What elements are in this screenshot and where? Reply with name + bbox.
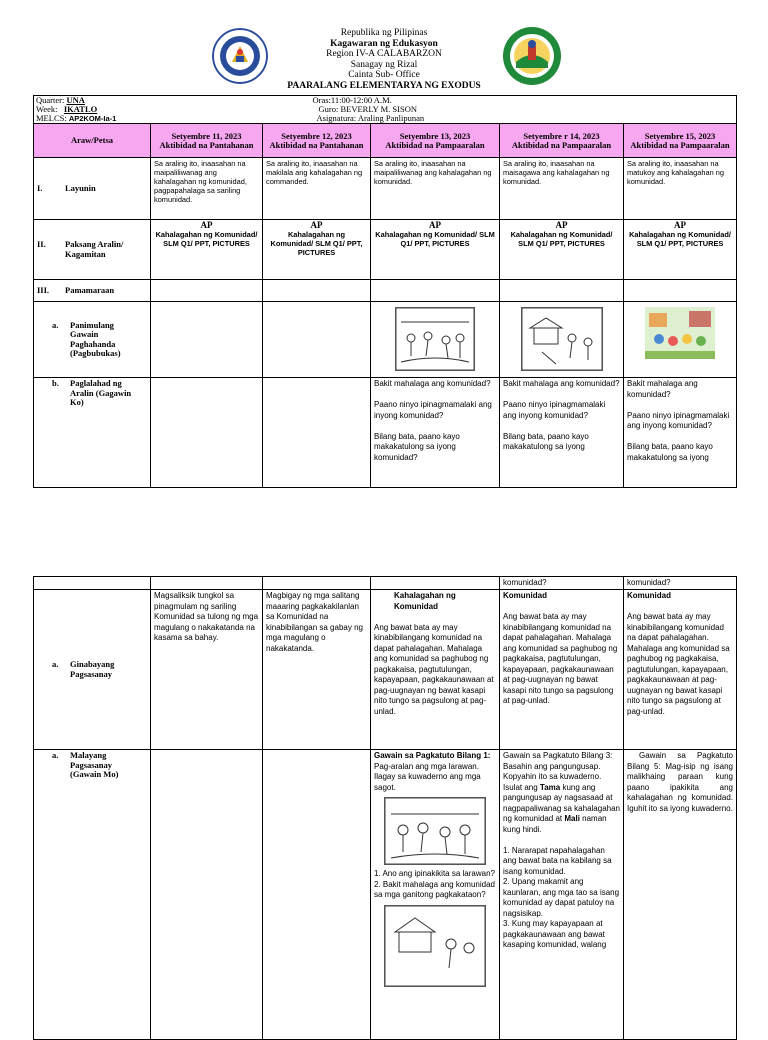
header-department: Kagawaran ng Edukasyon: [330, 38, 438, 49]
cont-day4: komunidad?: [500, 577, 624, 590]
layunin-day1: Sa araling ito, inaasahan na maipaliliwanag ang kahalagahan ng komunidad, pagpapahalaga sa sariling komunidad.: [151, 158, 263, 220]
info-row: [34, 96, 737, 124]
oras-value: Oras:11:00-12:00 A.M.: [312, 95, 392, 105]
document-header: [0, 28, 768, 91]
layunin-day3: Sa araling ito, inaasahan na maipaliliwanag ang kahalagahan ng komunidad.: [371, 158, 500, 220]
column-header-row: [34, 124, 737, 158]
row-malayang: a. Malayang Pagsasanay (Gawain Mo) Gawain sa Pagkatuto Bilang 1: Pag-aralan ang mga larawan. Ilagay sa kuwaderno ang mga sagot. 1. Ano ang ipinakikita sa larawan? 2. Bakit mahalaga ang komunidad sa mga ganitong pagkakataon? Gawain sa Pagkatuto Bilang 3: Basahin ang pangungusap. Kopyahin ito sa kuwaderno. Isulat ang Tama kung ang pangungusap ay nagsasaad at nagpapaliwanag sa kahalagahan ng komunidad at Mali naman kung hindi. 1. Nararapat napahalagahan ang bawat bata na kabilang sa isang komunidad. 2. Upang makamit ang kaunlaran, ang mga tao sa isang komunidad ay dapat patuloy na nagsisikap. 3. Kung may kapayapaan at pagkakaunawaan ang bawat kasaping komunidad, walang Gawain sa Pagkatuto Bilang 5: Mag-isip ng isang malikhaing paraan kung paano ipakikita ang kahalagahan ng komunidad. Iguhit ito sa iyong kuwaderno.: [34, 750, 737, 1040]
community-cleanup-image: [521, 307, 603, 371]
header-region: Region IV-A CALABARZON: [326, 49, 442, 59]
row-ginabayang: a. Ginabayang Pagsasanay Magsaliksik tungkol sa pinagmulam ng sariling Komunidad sa tulong ng mga magulang o nakakatanda na kasama sa bahay. Magbigay ng mga salitang maaaring pagkakakilanlan sa Komunidad na kinabibilangan sa gabay ng mga magulang o nakakatanda. Kahalagahan ng Komunidad Ang bawat bata ay may kinabibilangang komunidad na dapat pahalagahan. Mahalaga ang komunidad sa paghubog ng pagkakaisa, pagtutulungan, kapayapaan, pagkakaunawaan at pag-uugnayan ng bawat kasapi nito tungo sa pagsulong at pag-unlad. Komunidad Ang bawat bata ay may kinabibilangang komunidad na dapat pahalagahan. Mahalaga ang komunidad sa paghubog ng pagkakaisa, pagtutulungan, kapayapaan, pagkakaunawaan at pag-uugnayan ng bawat kasapi nito tungo sa pagsulong at pag-unlad. Komunidad Ang bawat bata ay may kinabibilangang komunidad na dapat pahalagahan. Mahalaga ang komunidad sa paghubog ng pagkakaisa, pagtutulungan, kapayapaan, pagkakaunawaan at pag-uugnayan ng bawat kasapi nito tungo sa pagsulong at pag-unlad.: [34, 590, 737, 750]
paksa-day1: AP Kahalagahan ng Komunidad/ SLM Q1/ PPT, PICTURES: [151, 220, 263, 280]
malayang-day3: Gawain sa Pagkatuto Bilang 1: Pag-aralan ang mga larawan. Ilagay sa kuwaderno ang mga sagot. 1. Ano ang ipinakikita sa larawan? 2. Bakit mahalaga ang komunidad sa mga ganitong pagkakataon?: [371, 750, 500, 1040]
header-day5: Setyembre 15, 2023 Aktibidad na Pampaaralan: [624, 124, 737, 158]
ginabayang-day4: Komunidad Ang bawat bata ay may kinabibilangang komunidad na dapat pahalagahan. Mahalaga ang komunidad sa paghubog ng pagkakaisa, pagtutulungan, kapayapaan, pagkakaunawaan at pag-uugnayan ng bawat kasapi nito tungo sa pagsulong at pag-unlad.: [500, 590, 624, 750]
quarter-value: UNA: [66, 95, 85, 105]
paglalahad-day4: Bakit mahalaga ang komunidad? Paano ninyo ipinagmamalaki ang inyong komunidad? Bilang bata, paano kayo makakatulong sa iyong: [500, 378, 624, 488]
lesson-plan-table-page1: [33, 95, 737, 488]
cont-day5: komunidad?: [624, 577, 737, 590]
header-suboffice: Cainta Sub- Office: [348, 70, 420, 80]
ginabayang-day3: Kahalagahan ng Komunidad Ang bawat bata ay may kinabibilangang komunidad na dapat pahalagahan. Mahalaga ang komunidad sa paghubog ng pagkakaisa, pagtutulungan, kapayapaan, pagkakaunawaan at pag-uugnayan ng bawat kasapi nito tungo sa pagsulong at pag-unlad.: [371, 590, 500, 750]
malayang-day4: Gawain sa Pagkatuto Bilang 3: Basahin ang pangungusap. Kopyahin ito sa kuwaderno. Isulat ang Tama kung ang pangungusap ay nagsasaad at nagpapaliwanag sa kahalagahan ng komunidad at Mali naman kung hindi. 1. Nararapat napahalagahan ang bawat bata na kabilang sa isang komunidad. 2. Upang makamit ang kaunlaran, ang mga tao sa isang komunidad ay dapat patuloy na nagsisikap. 3. Kung may kapayapaan at pagkakaunawaan ang bawat kasaping komunidad, walang: [500, 750, 624, 1040]
paglalahad-day3: Bakit mahalaga ang komunidad? Paano ninyo ipinagmamalaki ang inyong komunidad? Bilang bata, paano kayo makakatulong sa iyong komunidad?: [371, 378, 500, 488]
quarter-label: Quarter:: [36, 95, 65, 105]
ginabayang-day1: Magsaliksik tungkol sa pinagmulam ng sariling Komunidad sa tulong ng mga magulang o nakakatanda na kasama sa bahay.: [151, 590, 263, 750]
paksa-day5: AP Kahalagahan ng Komunidad/ SLM Q1/ PPT, PICTURES: [624, 220, 737, 280]
layunin-day5: Sa araling ito, inaasahan na matukoy ang kahalagahan ng komunidad.: [624, 158, 737, 220]
community-illustration-image: [395, 307, 475, 371]
header-school: PAARALANG ELEMENTARYA NG EXODUS: [287, 80, 481, 91]
row-layunin: I. Layunin Sa araling ito, inaasahan na maipaliliwanag ang kahalagahan ng komunidad, pagpapahalaga sa sariling komunidad. Sa araling ito, inaasahan na makilala ang kahalagahan ng commanded. Sa araling ito, inaasahan na maipaliliwanag ang kahalagahan ng komunidad. Sa araling ito, inaasahan na maisagawa ang kahalagahan ng komunidad. Sa araling ito, inaasahan na matukoy ang kahalagahan ng komunidad.: [34, 158, 737, 220]
activity-illustration-1: [384, 797, 486, 865]
header-day2: Setyembre 12, 2023 Aktibidad na Pantahanan: [263, 124, 371, 158]
panimula-day5-image-cell: [624, 302, 737, 378]
melcs-label: MELCS:: [36, 113, 67, 123]
layunin-day4: Sa araling ito, inaasahan na maisagawa ang kahalagahan ng komunidad.: [500, 158, 624, 220]
panimula-day4-image-cell: [500, 302, 624, 378]
header-day3: Setyembre 13, 2023 Aktibidad na Pampaaralan: [371, 124, 500, 158]
melcs-value: AP2KOM-Ia-1: [68, 114, 117, 123]
layunin-day2: Sa araling ito, inaasahan na makilala ang kahalagahan ng commanded.: [263, 158, 371, 220]
activity-illustration-2: [384, 905, 486, 987]
row-panimula: a. Panimulang Gawain Paghahanda (Pagbubukas): [34, 302, 737, 378]
week-label: Week:: [36, 104, 58, 114]
row-pamamaraan: III. Pamamaraan: [34, 280, 737, 302]
header-day4: Setyembre r 14, 2023 Aktibidad na Pampaaralan: [500, 124, 624, 158]
guro-value: Guro: BEVERLY M. SISON: [318, 104, 417, 114]
row-paksang-aralin: II. Paksang Aralin/ Kagamitan AP Kahalagahan ng Komunidad/ SLM Q1/ PPT, PICTURES AP Kahalagahan ng Komunidad/ SLM Q1/ PPT, PICTURES AP Kahalagahan ng Komunidad/ SLM Q1/ PPT, PICTURES AP Kahalagahan ng Komunidad/ SLM Q1/ PPT, PICTURES AP Kahalagahan ng Komunidad/ SLM Q1/ PPT, PICTURES: [34, 220, 737, 280]
ginabayang-day5: Komunidad Ang bawat bata ay may kinabibilangang komunidad na dapat pahalagahan. Mahalaga ang komunidad sa paghubog ng pagkakaisa, pagtutulungan, kapayapaan, pagkakaunawaan at pag-uugnayan ng bawat kasapi nito tungo sa pagsulong at pag-unlad.: [624, 590, 737, 750]
paglalahad-day5: Bakit mahalaga ang komunidad? Paano ninyo ipinagmamalaki ang inyong komunidad? Bilang bata, paano kayo makakatulong sa iyong: [624, 378, 737, 488]
malayang-day5: Gawain sa Pagkatuto Bilang 5: Mag-isip ng isang malikhaing paraan kung paano ipakikita ang kahalagahan ng komunidad. Iguhit ito sa iyong kuwaderno.: [624, 750, 737, 1040]
row-continuation: [34, 577, 737, 590]
community-colored-image: [645, 307, 715, 359]
header-araw-petsa: Araw/Petsa: [34, 124, 151, 158]
asignatura-value: Asignatura: Araling Panlipunan: [316, 113, 425, 123]
paksa-day4: AP Kahalagahan ng Komunidad/ SLM Q1/ PPT, PICTURES: [500, 220, 624, 280]
header-division: Sanagay ng Rizal: [350, 59, 418, 70]
ginabayang-day2: Magbigay ng mga salitang maaaring pagkakakilanlan sa Komunidad na kinabibilangan sa gabay ng mga magulang o nakakatanda.: [263, 590, 371, 750]
header-republic: Republika ng Pilipinas: [340, 28, 428, 38]
lesson-plan-table-page2: [33, 576, 737, 1040]
paksa-day3: AP Kahalagahan ng Komunidad/ SLM Q1/ PPT, PICTURES: [371, 220, 500, 280]
row-paglalahad: b. Paglalahad ng Aralin (Gagawin Ko) Bakit mahalaga ang komunidad? Paano ninyo ipinagmamalaki ang inyong komunidad? Bilang bata, paano kayo makakatulong sa iyong komunidad? Bakit mahalaga ang komunidad? Paano ninyo ipinagmamalaki ang inyong komunidad? Bilang bata, paano kayo makakatulong sa iyong Bakit mahalaga ang komunidad? Paano ninyo ipinagmamalaki ang inyong komunidad? Bilang bata, paano kayo makakatulong sa iyong: [34, 378, 737, 488]
paksa-day2: AP Kahalagahan ng Komunidad/ SLM Q1/ PPT, PICTURES: [263, 220, 371, 280]
header-day1: Setyembre 11, 2023 Aktibidad na Pantahanan: [151, 124, 263, 158]
week-value: IKATLO: [63, 104, 98, 114]
panimula-day3-image-cell: [371, 302, 500, 378]
